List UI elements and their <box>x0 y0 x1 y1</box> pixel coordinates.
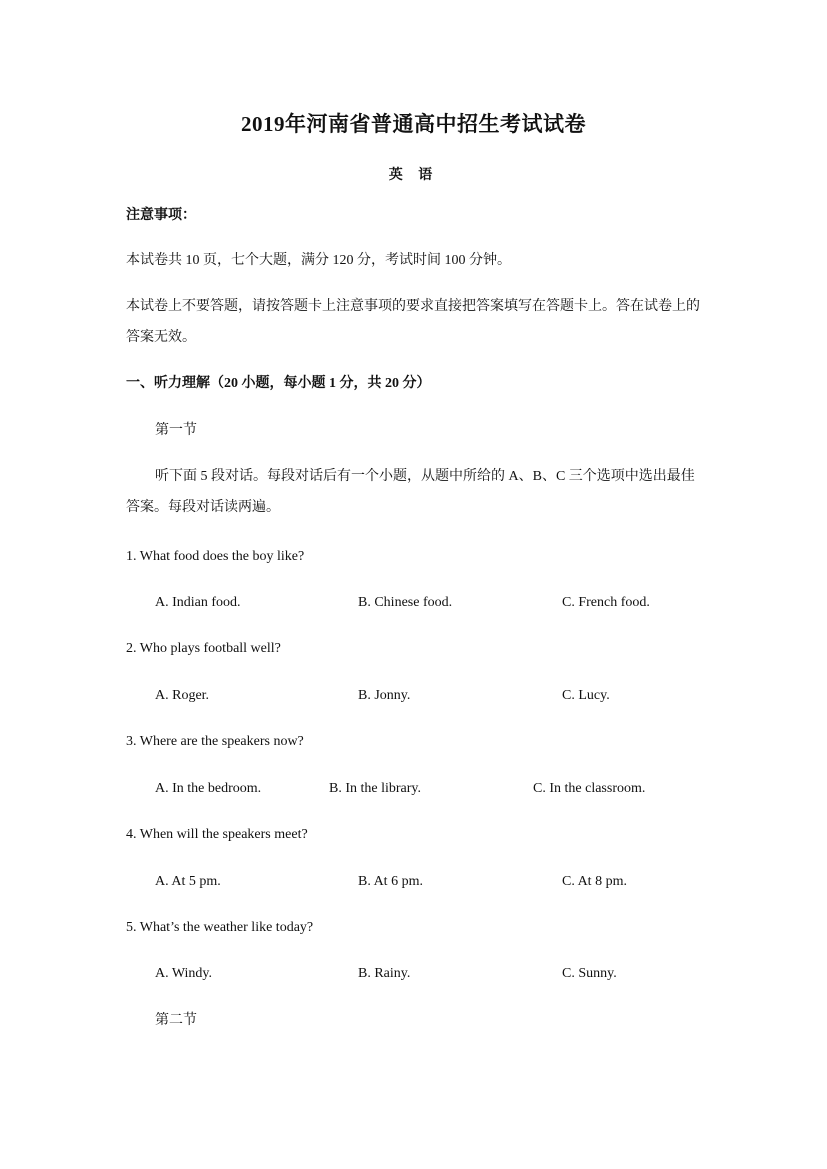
notice-item-2: 本试卷上不要答题，请按答题卡上注意事项的要求直接把答案填写在答题卡上。答在试卷上的答案无效。 <box>126 299 700 345</box>
question-stem: 2. Who plays football well? <box>126 641 281 656</box>
question-option: A. Indian food. <box>155 595 241 610</box>
question-stem: 5. What’s the weather like today? <box>126 920 314 935</box>
question-option: A. At 5 pm. <box>155 874 221 889</box>
question-option: B. Jonny. <box>358 688 411 703</box>
part-label-2: 第二节 <box>155 1013 197 1028</box>
question-option: C. Lucy. <box>562 688 610 703</box>
question-option: A. Roger. <box>155 688 210 703</box>
question-option: C. At 8 pm. <box>562 874 627 889</box>
part1-instructions: 听下面 5 段对话。每段对话后有一个小题，从题中所给的 A、B、C 三个选项中选出最佳答案。每段对话读两遍。 <box>126 469 695 515</box>
page-title: 2019年河南省普通高中招生考试试卷 <box>241 112 586 136</box>
question-option: B. Chinese food. <box>358 595 453 610</box>
question-option: B. In the library. <box>329 781 422 796</box>
question-stem: 1. What food does the boy like? <box>126 549 305 564</box>
notice-heading: 注意事项： <box>126 208 196 223</box>
notice-item-1: 本试卷共 10 页，七个大题，满分 120 分，考试时间 100 分钟。 <box>126 253 511 268</box>
question-option: C. In the classroom. <box>533 781 646 796</box>
question-stem: 3. Where are the speakers now? <box>126 734 304 749</box>
subject-heading: 英 语 <box>388 168 439 183</box>
question-stem: 4. When will the speakers meet? <box>126 827 308 842</box>
part-label-1: 第一节 <box>155 423 197 438</box>
question-option: C. Sunny. <box>562 966 617 981</box>
question-option: C. French food. <box>562 595 650 610</box>
question-option: A. Windy. <box>155 966 212 981</box>
section-heading-listening: 一、听力理解（20 小题，每小题 1 分，共 20 分） <box>126 376 431 391</box>
question-option: B. Rainy. <box>358 966 411 981</box>
question-option: A. In the bedroom. <box>155 781 262 796</box>
question-option: B. At 6 pm. <box>358 874 423 889</box>
